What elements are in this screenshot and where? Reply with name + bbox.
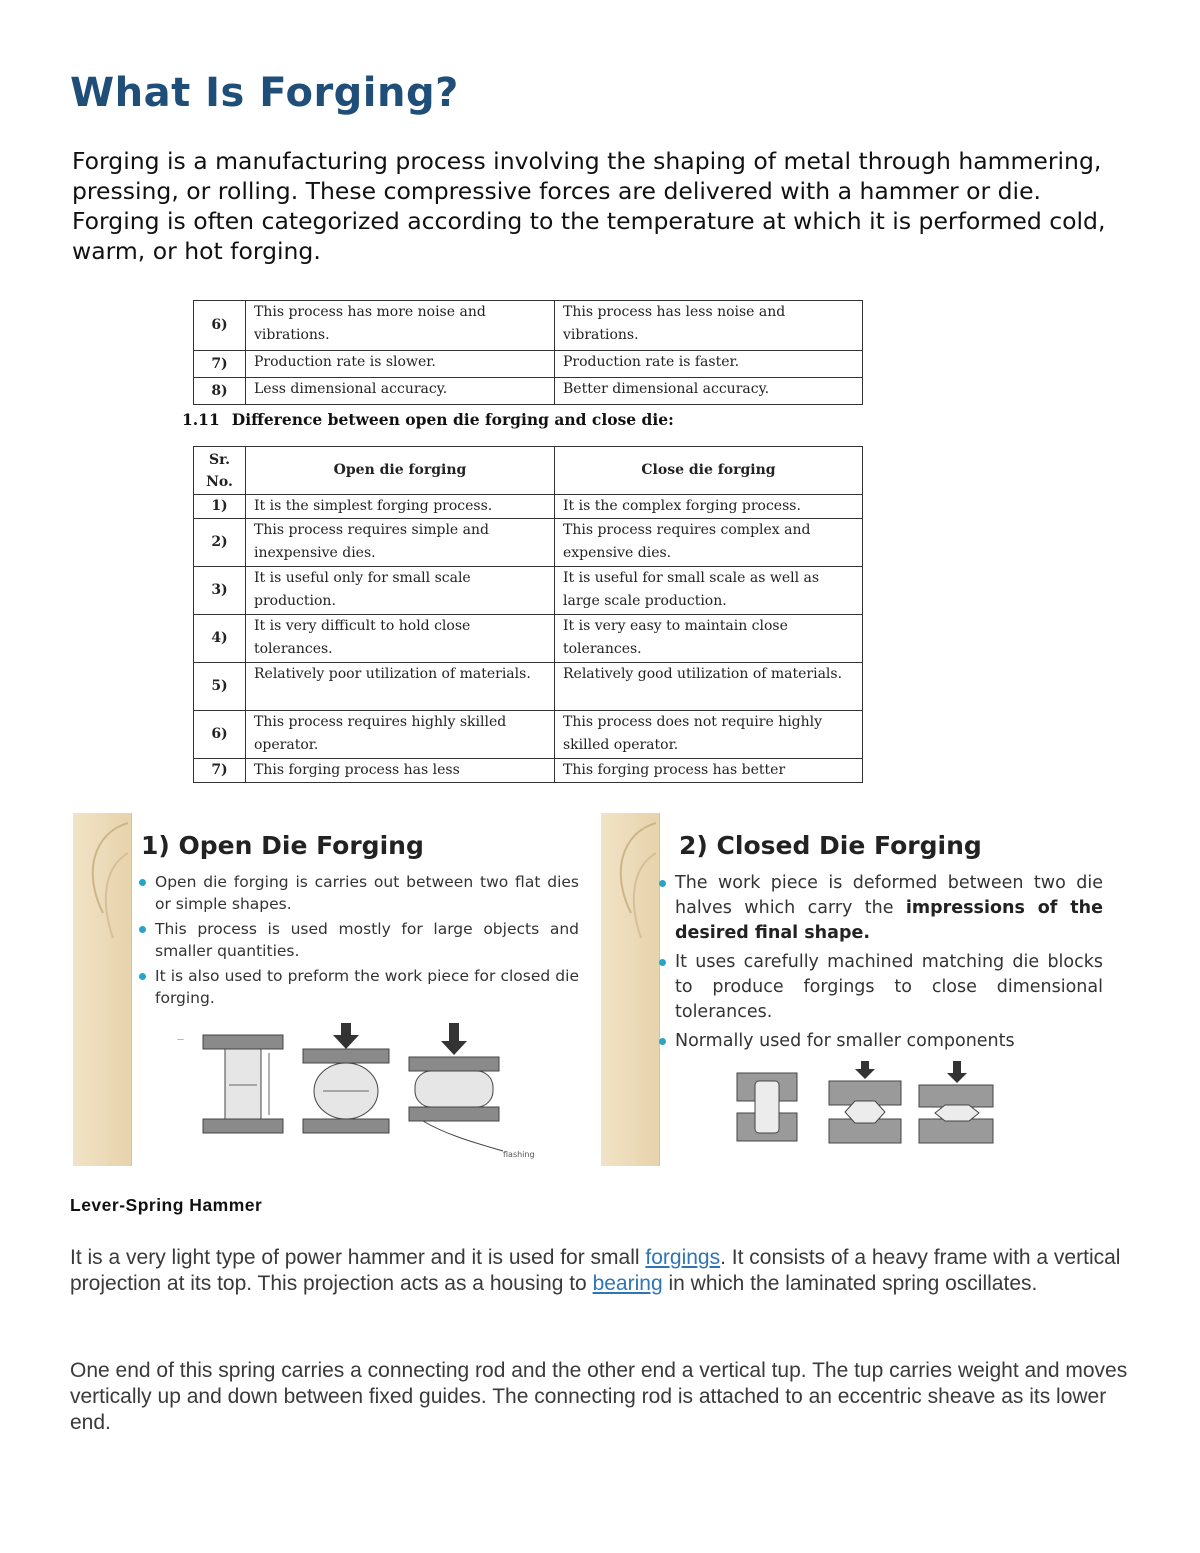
table-row — [194, 759, 863, 783]
slide-decor-stripe — [73, 813, 132, 1166]
paragraph-text: in which the laminated spring oscillates. — [662, 1272, 1038, 1295]
closed-die-forging-slide — [601, 813, 1113, 1166]
bullet-text: Normally used for smaller components — [675, 1031, 1015, 1051]
table-cell: Production rate is faster. — [555, 351, 863, 378]
table-cell: It is useful only for small scale production. — [246, 567, 555, 615]
row-number: 6) — [194, 301, 246, 351]
column-header-open: Open die forging — [246, 447, 555, 495]
table-cell: Less dimensional accuracy. — [246, 378, 555, 405]
table-cell: This process has more noise and vibrations. — [246, 301, 555, 351]
svg-text:—: — — [177, 1035, 184, 1043]
lever-paragraph-1 — [70, 1245, 1140, 1297]
diagram-label-flashing: flashing — [503, 1150, 535, 1159]
table-cell: This process has less noise and vibrations. — [555, 301, 863, 351]
table-row — [194, 301, 863, 351]
initial-workpiece-figure — [203, 1035, 283, 1133]
table-cell: It is very difficult to hold close tolerances. — [246, 615, 555, 663]
table-cell: Relatively poor utilization of materials. — [246, 663, 555, 711]
table-cell: This process requires simple and inexpensive dies. — [246, 519, 555, 567]
bullet-item: Open die forging is carries out between two flat dies or simple shapes. — [139, 871, 579, 915]
forgings-link[interactable]: forgings — [645, 1246, 721, 1269]
closed-die-bullets — [659, 871, 1103, 1058]
bullet-text: It uses carefully machined matching die blocks to produce forgings to close dimensional tolerances. — [675, 952, 1103, 1022]
scanned-table-compare — [193, 446, 863, 783]
table-row — [194, 567, 863, 615]
table-cell: Relatively good utilization of materials. — [555, 663, 863, 711]
table-cell: Better dimensional accuracy. — [555, 378, 863, 405]
paragraph-text: . It consists of a heavy frame with a vertical projection at its top. This projection acts as a housing to — [70, 1246, 1121, 1295]
slide-decor-stripe — [601, 813, 660, 1166]
bullet-item: This process is used mostly for large objects and smaller quantities. — [139, 918, 579, 962]
table-cell: It is very easy to maintain close tolerances. — [555, 615, 863, 663]
table-row — [194, 615, 863, 663]
scanned-table-top — [193, 300, 863, 405]
final-workpiece-figure — [409, 1023, 535, 1159]
table-cell: This process does not require highly skilled operator. — [555, 711, 863, 759]
lever-spring-hammer-heading: Lever-Spring Hammer — [70, 1195, 263, 1215]
leaf-decoration-icon — [601, 813, 659, 953]
bearing-link[interactable]: bearing — [592, 1272, 663, 1295]
open-die-forging-slide — [73, 813, 590, 1166]
open-die-diagram — [173, 1023, 593, 1163]
comparison-table-continued — [193, 300, 863, 405]
table-row — [194, 519, 863, 567]
table-cell: Production rate is slower. — [246, 351, 555, 378]
slide-title: 1) Open Die Forging — [141, 831, 424, 860]
table-cell: It is the complex forging process. — [555, 495, 863, 519]
row-number: 8) — [194, 378, 246, 405]
table-row — [194, 378, 863, 405]
bullet-emphasis: impressions of the desired final shape. — [675, 898, 1103, 943]
row-number: 3) — [194, 567, 246, 615]
slide-title: 2) Closed Die Forging — [679, 831, 982, 860]
table-row — [194, 495, 863, 519]
row-number: 2) — [194, 519, 246, 567]
row-number: 4) — [194, 615, 246, 663]
bullet-item: It is also used to preform the work piece for closed die forging. — [139, 965, 579, 1009]
table-cell: It is the simplest forging process. — [246, 495, 555, 519]
section-caption — [182, 410, 674, 429]
column-header-close: Close die forging — [555, 447, 863, 495]
table-cell: This forging process has less — [246, 759, 555, 783]
bullet-item — [659, 950, 1103, 1025]
row-number: 5) — [194, 663, 246, 711]
section-title: Difference between open die forging and close die: — [231, 410, 674, 429]
table-row — [194, 711, 863, 759]
leaf-decoration-icon — [73, 813, 131, 953]
row-number: 7) — [194, 351, 246, 378]
comparison-table — [193, 446, 863, 783]
bullet-item — [659, 1029, 1103, 1054]
table-cell: This process requires highly skilled operator. — [246, 711, 555, 759]
bullet-item — [659, 871, 1103, 946]
closed-die-diagram — [721, 1061, 1021, 1161]
closed-die-figure-2 — [829, 1061, 901, 1143]
row-number: 6) — [194, 711, 246, 759]
paragraph-text: It is a very light type of power hammer and it is used for small — [70, 1246, 646, 1269]
table-cell: This forging process has better — [555, 759, 863, 783]
intro-paragraph: Forging is a manufacturing process involving the shaping of metal through hammering, pressing, or rolling. These compressive forces are delivered with a hammer or die. Forging is often categorized according to the temperature at which it is performed cold, warm, or hot forging. — [72, 147, 1106, 265]
table-row — [194, 663, 863, 711]
closed-die-figure-3 — [919, 1061, 993, 1143]
row-number: 7) — [194, 759, 246, 783]
section-number: 1.11 — [182, 410, 220, 429]
open-die-bullets — [139, 871, 579, 1012]
closed-die-figure-1 — [737, 1073, 797, 1141]
row-number: 1) — [194, 495, 246, 519]
column-header-no: Sr. No. — [194, 447, 246, 495]
table-cell: This process requires complex and expensive dies. — [555, 519, 863, 567]
compressed-workpiece-figure — [303, 1023, 389, 1133]
page-title: What Is Forging? — [70, 70, 459, 116]
table-header-row — [194, 447, 863, 495]
table-row — [194, 351, 863, 378]
bullet-text: The work piece is deformed between two die halves which carry the — [675, 873, 1103, 918]
lever-paragraph-2: One end of this spring carries a connecting rod and the other end a vertical tup. The tup carries weight and moves vertically up and down between fixed guides. The connecting rod is attached to an eccentric sheave as its lower end. — [70, 1359, 1128, 1434]
table-cell: It is useful for small scale as well as large scale production. — [555, 567, 863, 615]
